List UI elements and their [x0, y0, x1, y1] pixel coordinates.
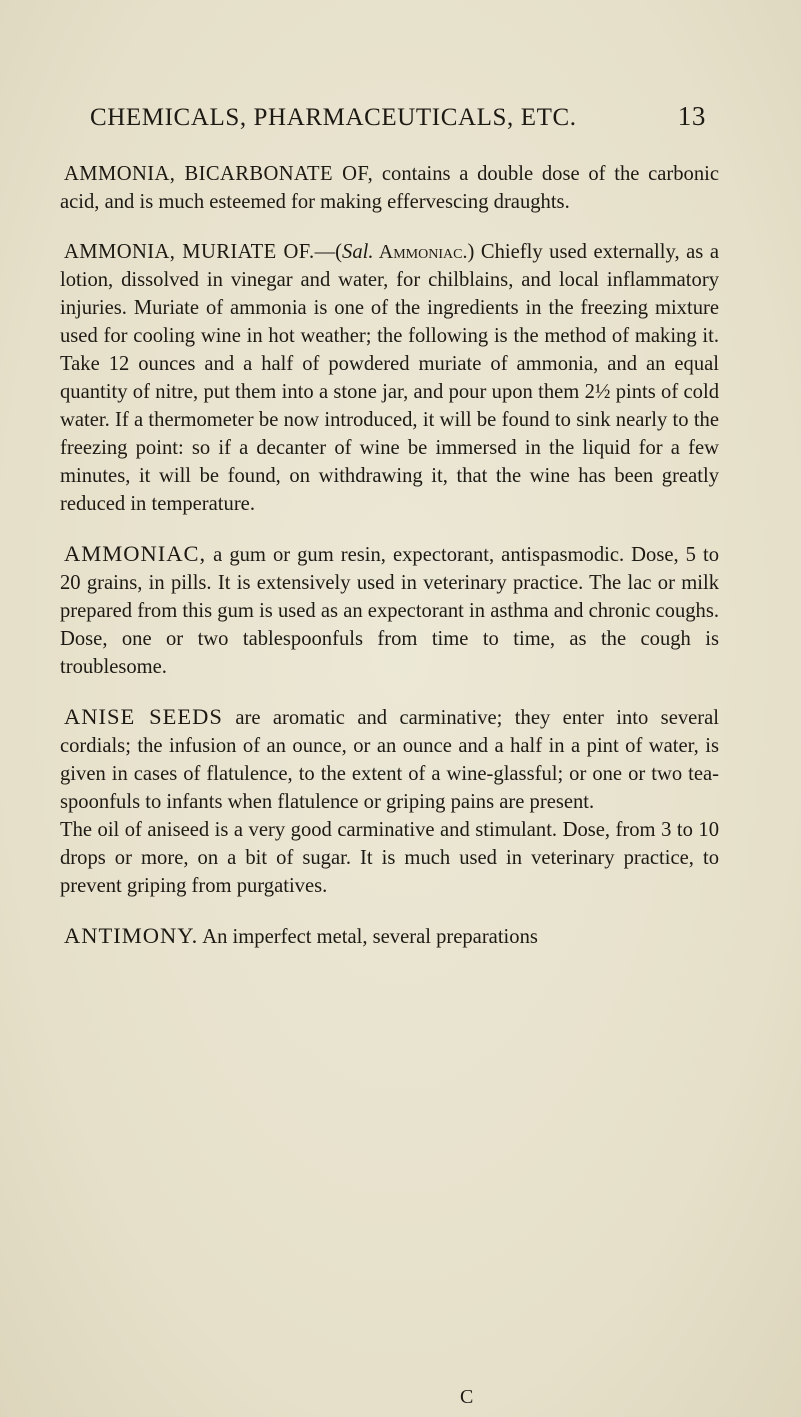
entry-ammoniac [60, 540, 719, 681]
entry-ammonia-muriate [60, 238, 719, 518]
entry-anise-seeds [60, 703, 719, 900]
entry-body: contains a double dose of the carbonic acid, and is much esteemed for making effervescing draughts. [60, 163, 719, 213]
headword: ANTIMONY. [64, 923, 199, 948]
running-title: CHEMICALS, PHARMACEUTICALS, ETC. [90, 104, 577, 131]
entry-body: Chiefly used externally, as a lotion, dissolved in vinegar and water, for chilblains, and local inflammatory injuries. Muriate of ammonia is one of the ingredients in the freezing mixture used for cooling wine in hot weather; the following is the method of making it. Take 12 ounces and a half of powdered muriate of ammonia, and an equal quantity of nitre, put them into a stone jar, and pour upon them 2½ pints of cold water. If a thermometer be now introduced, it will be found to sink nearly to the freezing point: so if a decanter of wine be immersed in the liquid for a few minutes, it will be found, on withdrawing it, that the wine has been greatly reduced in temperature. [60, 241, 719, 515]
entry-body: a gum or gum resin, expectorant, antispasmodic. Dose, 5 to 20 grains, in pills. It is extensively used in veterinary practice. The lac or milk prepared from this gum is used as an expectorant in asthma and chronic coughs. Dose, one or two tablespoonfuls from time to time, as the cough is troublesome. [60, 544, 719, 678]
entry-body: are aromatic and carminative; they enter into several cordials; the infusion of an ounce, or an ounce and a half in a pint of water, is given in cases of flatulence, to the extent of a wine-glassful; or one or two tea-spoonfuls to infants when flatulence or griping pains are present. [60, 707, 719, 813]
headword: AMMONIAC, [64, 541, 207, 566]
entry-antimony [60, 922, 719, 951]
headword: AMMONIA, BICARBONATE OF, [64, 163, 374, 185]
page-number: 13 [677, 101, 706, 131]
synonym-smallcaps: Ammoniac. [373, 241, 468, 263]
headword: ANISE SEEDS [64, 704, 223, 729]
headword: AMMONIA, MURIATE OF. [64, 241, 315, 263]
signature-mark: C [460, 1386, 474, 1408]
page-text [60, 160, 719, 973]
synonym-italic: Sal. [342, 241, 374, 263]
entry-body-continued: The oil of aniseed is a very good carminative and stimulant. Dose, from 3 to 10 drops or more, on a bit of sugar. It is much used in veterinary practice, to prevent griping from purgatives. [60, 819, 719, 897]
synonym-prefix: —( [314, 241, 343, 263]
entry-ammonia-bicarbonate [60, 160, 719, 216]
entry-body: An imperfect metal, several preparations [198, 926, 538, 948]
synonym-suffix: ) [467, 241, 475, 263]
running-head [90, 101, 706, 132]
